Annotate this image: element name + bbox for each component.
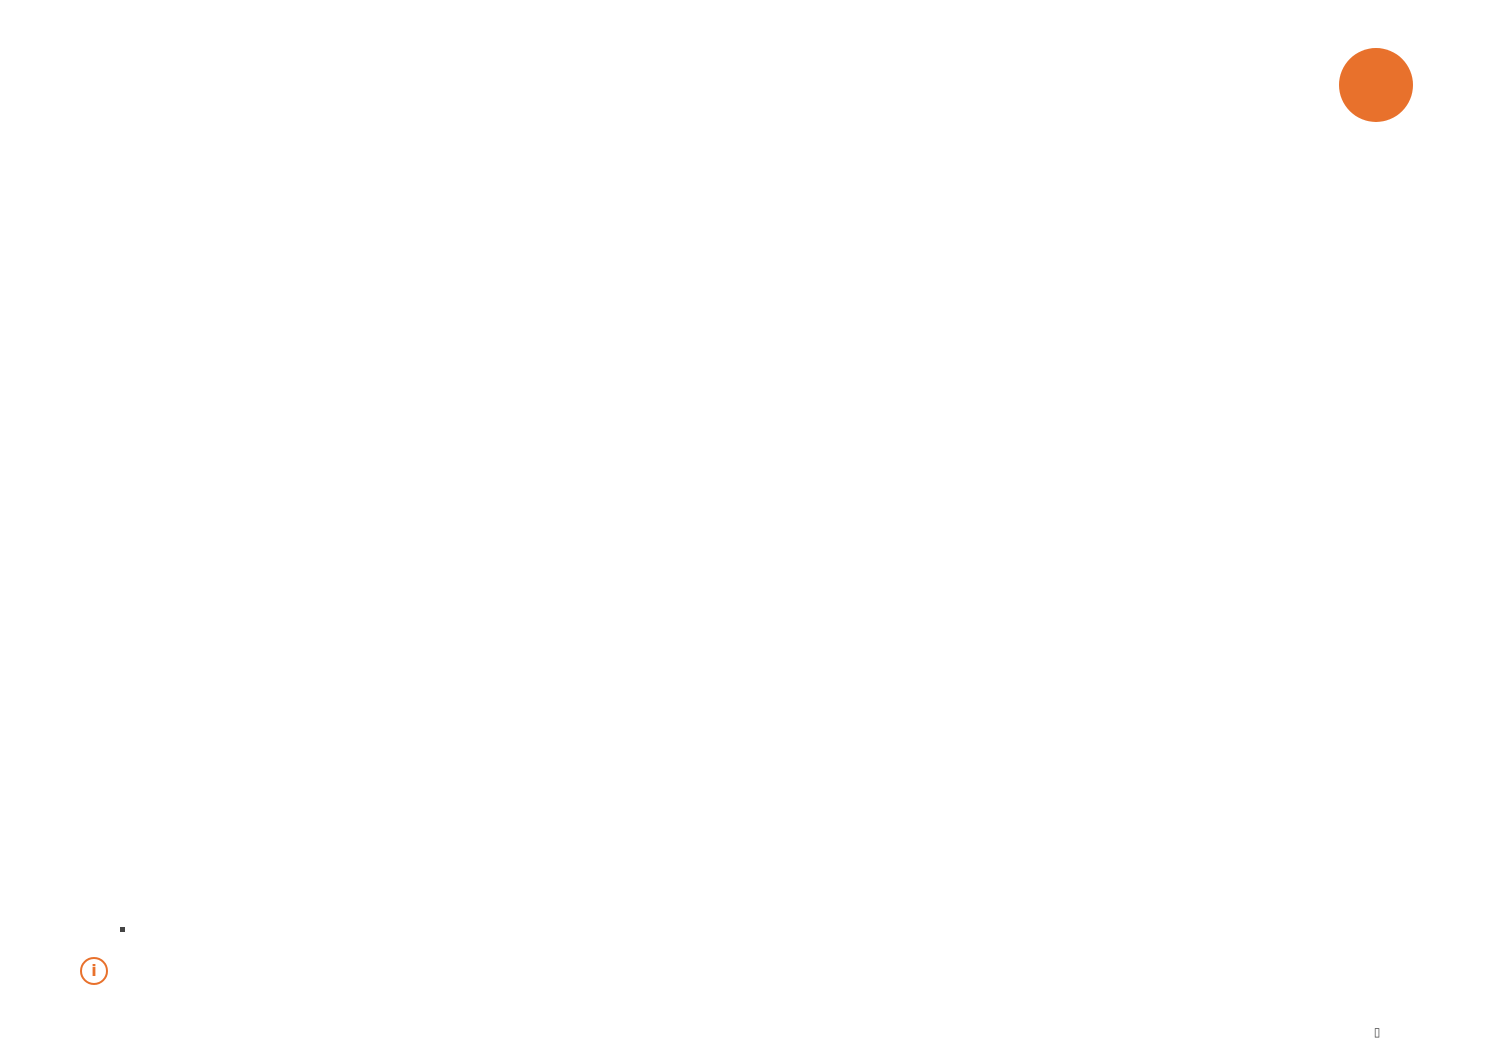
phone-icon: ▯: [1373, 1025, 1381, 1039]
scan-label: [1330, 1025, 1424, 1039]
info-icon: i: [80, 957, 108, 985]
fretboard-diagram: [0, 380, 1500, 770]
qr-code[interactable]: [1330, 923, 1424, 1017]
brand-logo[interactable]: [1339, 48, 1413, 122]
